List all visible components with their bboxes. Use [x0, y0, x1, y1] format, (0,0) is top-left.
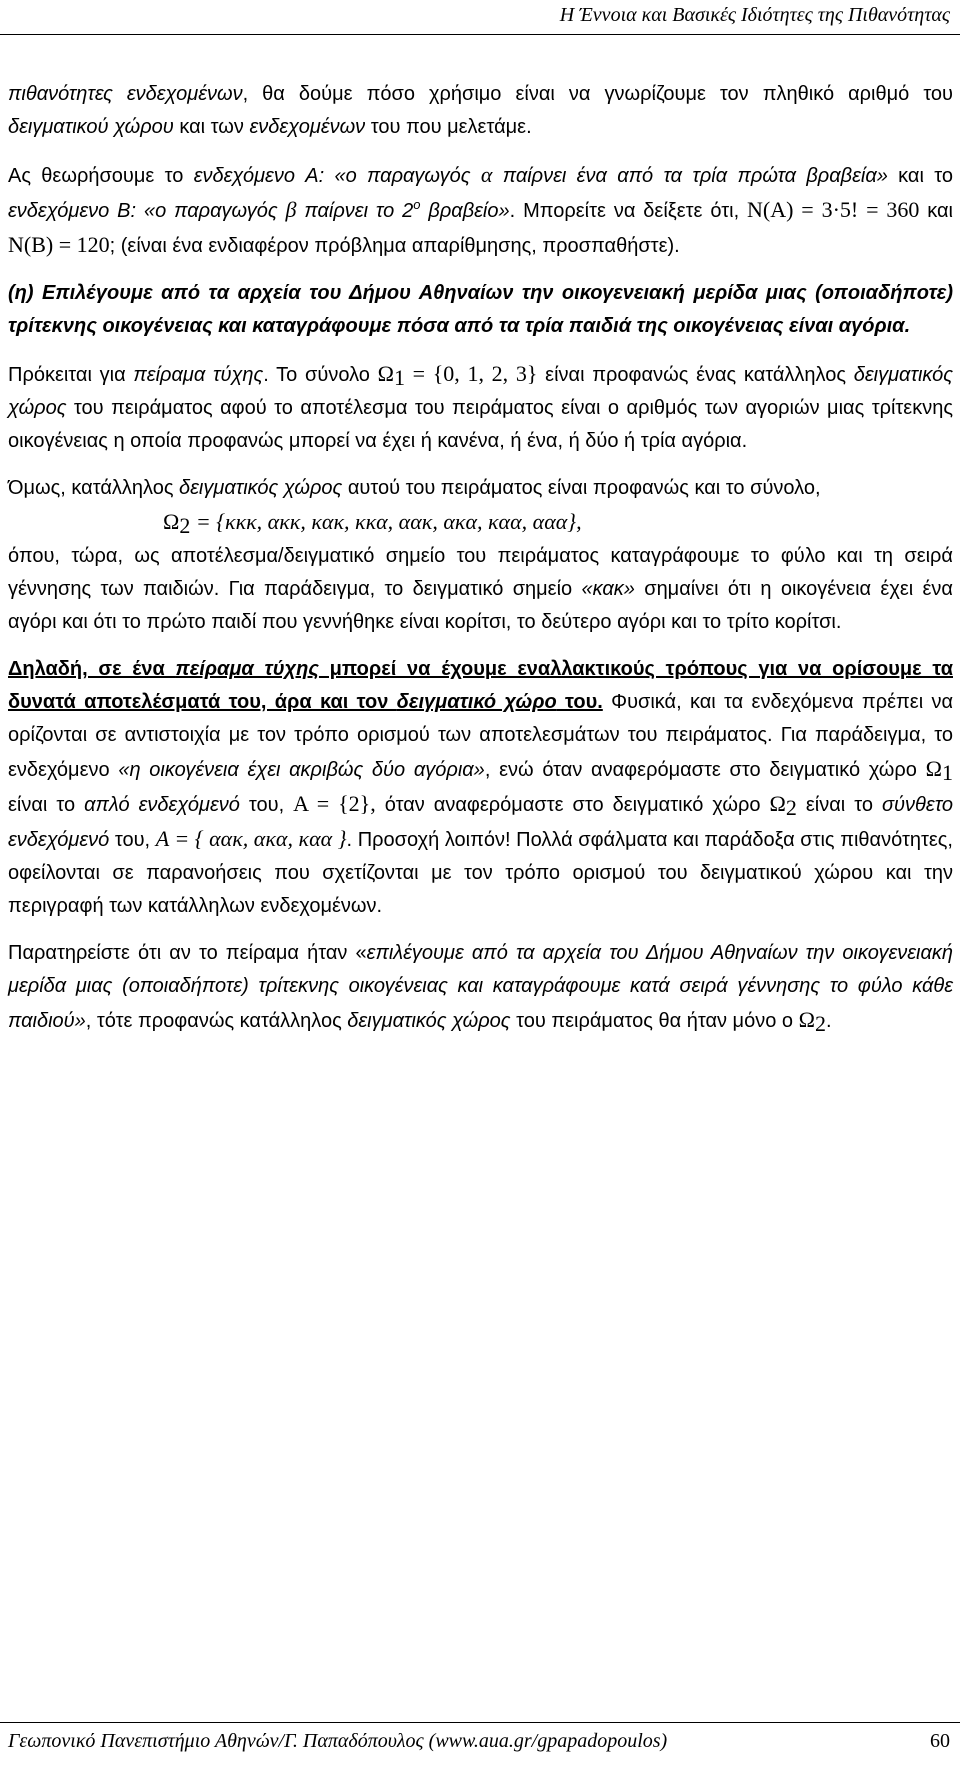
text: όταν αναφερόμαστε στο δειγματικό χώρο	[375, 794, 770, 816]
event-b-definition: ενδεχόμενο B: «ο παραγωγός	[8, 200, 286, 222]
running-header: Η Έννοια και Βασικές Ιδιότητες της Πιθανότητας	[559, 4, 950, 26]
formula-n-a: N(A) = 3·5! = 360	[747, 197, 920, 222]
subscript: 1	[942, 760, 953, 785]
event-b-definition-end: βραβείο»	[420, 200, 510, 222]
formula-simple-event: A = {2},	[293, 791, 376, 816]
event-a-definition: ενδεχόμενο A: «ο παραγωγός	[193, 165, 481, 187]
italic-term: δειγματικός χώρος	[8, 364, 953, 419]
text: .	[825, 1010, 832, 1032]
text: του,	[239, 794, 294, 816]
italic-term: επιλέγουμε από τα αρχεία του Δήμου Αθηναίων την οικογενειακή μερίδα μιας (οποιαδήποτε) τρίτεκνης οικογένειας και καταγράφουμε κατά σειρά γέννησης το φύλο κάθε παιδιού»	[8, 942, 953, 1032]
text: του,	[109, 829, 156, 851]
subscript: 1	[393, 365, 405, 390]
text: Πρόκειται για	[8, 364, 134, 386]
text: , ενώ όταν αναφερόμαστε στο δειγματικό χώρο	[484, 759, 926, 781]
example-heading: (η) Επιλέγουμε από τα αρχεία του Δήμου Αθηναίων την οικογενειακή μερίδα μιας (οποιαδήποτε) τρίτεκνης οικογένειας και καταγράφουμε πόσα από τα τρία παιδιά της οικογένειας είναι αγόρια.	[8, 282, 953, 337]
omega-symbol: Ω	[798, 1007, 815, 1032]
text: και των	[173, 116, 250, 138]
paragraph-intro	[8, 78, 953, 144]
paragraph-conclusion	[8, 653, 953, 923]
set-omega1: = {0, 1, 2, 3}	[404, 361, 538, 386]
event-a-definition-end: παίρνει ένα από τα τρία πρώτα βραβεία»	[492, 165, 888, 187]
text: και	[919, 200, 953, 222]
italic-term: δειγματικού χώρου	[8, 116, 174, 138]
italic-term: πιθανότητες ενδεχομένων	[8, 83, 243, 105]
text: Παρατηρείστε ότι αν το πείραμα ήταν «	[8, 942, 367, 964]
text: σημαίνει ότι η οικογένεια έχει ένα αγόρι και ότι το πρώτο παιδί που γεννήθηκε είναι κορίτσι, το δεύτερο αγόρι και το τρίτο κορίτσι.	[8, 578, 953, 633]
ordinal-superscript: ο	[413, 197, 421, 212]
subscript: 2	[814, 1011, 826, 1036]
bold-underlined-text: Δηλαδή, σε ένα	[8, 658, 176, 680]
page-number: 60	[930, 1730, 950, 1752]
text: του πειράματος αφού το αποτέλεσμα του πειράματος είναι ο αριθμός των αγοριών μιας τρίτεκνης οικογένειας η οποία προφανώς μπορεί να έχει ή κανένα, ή ένα, ή δύο ή τρία αγόρια.	[8, 397, 953, 452]
event-b-definition-mid: παίρνει το 2	[296, 200, 414, 222]
beta-symbol: β	[285, 197, 297, 222]
main-text	[8, 78, 953, 1052]
paragraph-omega2	[8, 472, 953, 639]
text: Ας θεωρήσουμε το	[8, 165, 194, 187]
omega-symbol: Ω	[925, 756, 942, 781]
paragraph-events	[8, 158, 953, 263]
text: είναι το	[8, 794, 85, 816]
footer-source: Γεωπονικό Πανεπιστήμιο Αθηνών/Γ. Παπαδόπουλος (www.aua.gr/gpapadopoulos)	[8, 1730, 668, 1752]
text: Όμως, κατάλληλος	[8, 477, 180, 499]
italic-term: «κακ»	[581, 578, 635, 600]
text: είναι το	[796, 794, 882, 816]
text: , θα δούμε πόσο χρήσιμο είναι να γνωρίζουμε τον πληθικό αριθμό του	[242, 83, 953, 105]
alpha-symbol: α	[480, 162, 493, 187]
italic-term: σύνθετο ενδεχόμενό	[8, 794, 954, 851]
subscript: 2	[785, 795, 797, 820]
text: αυτού του πειράματος είναι προφανώς και το σύνολο,	[342, 477, 821, 499]
paragraph-remark	[8, 937, 953, 1038]
bold-italic-term: πείραμα τύχης	[175, 658, 319, 680]
text: είναι προφανώς ένας κατάλληλος	[537, 364, 854, 386]
text: . Το σύνολο	[263, 364, 378, 386]
subscript: 2	[179, 513, 191, 538]
text: όπου, τώρα, ως αποτέλεσμα/δειγματικό σημείο του πειράματος καταγράφουμε το φύλο και τη σειρά γέννησης των παιδιών. Για παράδειγμα, το δειγματικό σημείο	[8, 545, 953, 600]
bold-underlined-text: του.	[556, 691, 603, 713]
italic-term: απλό ενδεχόμενό	[84, 794, 240, 816]
set-omega2: = {κκκ, ακκ, κακ, κκα, αακ, ακα, καα, ααα},	[190, 509, 582, 534]
omega-symbol: Ω	[163, 509, 180, 534]
text: Φυσικά, και τα ενδεχόμενα πρέπει να ορίζονται σε αντιστοιχία με τον τρόπο ορισμού των αποτελεσμάτων του πειράματος. Για παράδειγμα, το ενδεχόμενο	[8, 691, 954, 781]
italic-term: δειγματικός χώρος	[179, 477, 343, 499]
text: . Μπορείτε να δείξετε ότι,	[509, 200, 748, 222]
text: και το	[887, 165, 953, 187]
set-omega2-equation	[8, 505, 953, 540]
italic-term: πείραμα τύχης	[133, 364, 264, 386]
bold-italic-term: δειγματικό χώρο	[396, 691, 557, 713]
italic-term: ενδεχομένων	[249, 116, 366, 138]
page-footer	[8, 1730, 950, 1753]
paragraph-omega1	[8, 357, 953, 458]
italic-term: «η οικογένεια έχει ακριβώς δύο αγόρια»	[118, 759, 485, 781]
header-rule	[0, 34, 960, 35]
text: ; (είναι ένα ενδιαφέρον πρόβλημα απαρίθμησης, προσπαθήστε).	[109, 235, 680, 257]
omega-symbol: Ω	[377, 361, 394, 386]
text: , τότε προφανώς κατάλληλος	[85, 1010, 348, 1032]
omega-symbol: Ω	[769, 791, 786, 816]
formula-n-b: N(B) = 120	[8, 232, 110, 257]
text: . Προσοχή λοιπόν! Πολλά σφάλματα και παράδοξα στις πιθανότητες, οφείλονται σε παρανοήσεις που σχετίζονται με τον τρόπο ορισμού του δειγματικού χώρου και την περιγραφή των κατάλληλων ενδεχομένων.	[8, 829, 953, 917]
footer-rule	[0, 1722, 960, 1723]
bold-underlined-text: μπορεί να έχουμε εναλλακτικούς τρόπους για να ορίσουμε τα δυνατά αποτελέσματά του, άρα και τον	[8, 658, 953, 713]
italic-term: δειγματικός χώρος	[347, 1010, 511, 1032]
formula-compound-event: A = { αακ, ακα, καα }	[155, 826, 347, 851]
text: του που μελετάμε.	[365, 116, 532, 138]
text: του πειράματος θα ήταν μόνο ο	[510, 1010, 799, 1032]
